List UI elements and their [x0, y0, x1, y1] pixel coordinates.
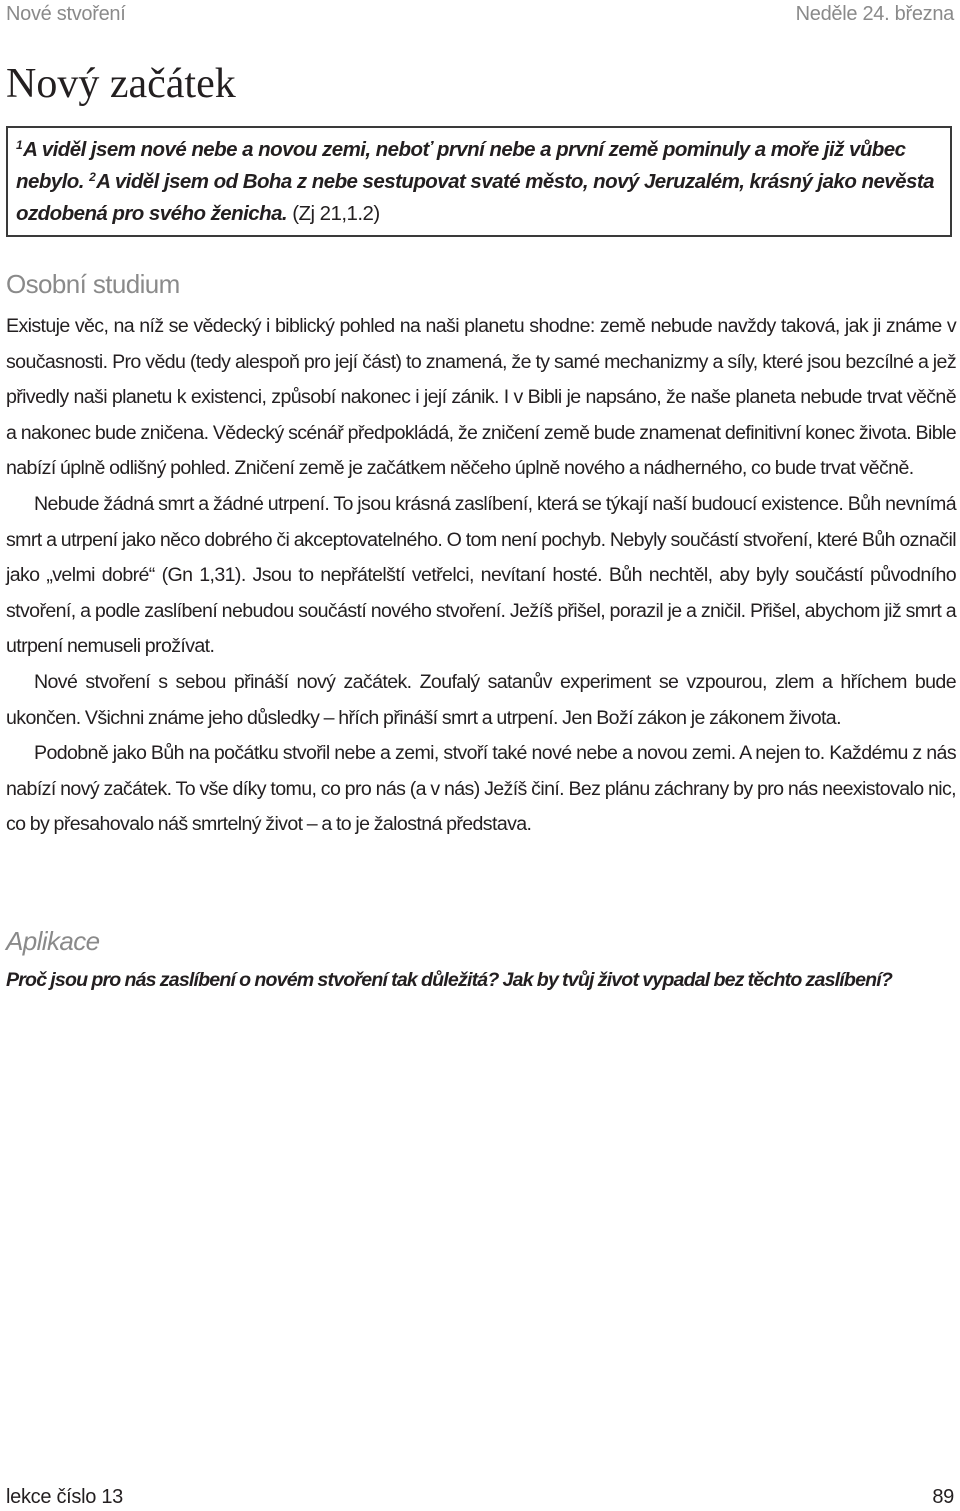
verse-number-1: 1 [16, 137, 23, 152]
section-heading-application: Aplikace [6, 926, 100, 956]
header-date: Neděle 24. března [795, 3, 954, 25]
verse-text-1: A viděl jsem nové nebe a novou zemi, neboť první nebe a první země pominuly a moře již vůbec nebylo. [16, 138, 906, 193]
verse-number-2: 2 [89, 169, 96, 184]
application-question: Proč jsou pro nás zaslíbení o novém stvoření tak důležitá? Jak by tvůj život vypadal bez těchto zaslíbení? [6, 969, 893, 991]
study-paragraph: Podobně jako Bůh na počátku stvořil nebe a zemi, stvoří také nové nebe a novou zemi. A nejen to. Každému z nás nabízí nový začátek. To vše díky tomu, co pro nás (a v nás) Ježíš činí. Bez plánu záchrany by pro nás neexistovalo nic, co by přesahovalo náš smrtelný život – a to je žalostná představa. [6, 742, 956, 836]
verse-reference: (Zj 21,1.2) [292, 202, 380, 225]
section-heading-personal-study: Osobní studium [6, 269, 180, 299]
running-header [6, 3, 954, 31]
study-paragraph: Nové stvoření s sebou přináší nový začátek. Zoufalý satanův experiment se vzpourou, zlem a hříchem bude ukončen. Všichni známe jeho důsledky – hřích přináší smrt a utrpení. Jen Boží zákon je zákonem života. [6, 670, 956, 729]
study-paragraph: Existuje věc, na níž se vědecký i biblický pohled na naši planetu shodne: země nebude navždy taková, jak ji známe v současnosti. Pro vědu (tedy alespoň pro její část) to znamená, že ty samé mechanizmy a síly, které jsou bezcílné a jež přivedly naši planetu k existenci, způsobí nakonec i její zánik. I v Bibli je napsáno, že naše planeta nebude trvat věčně a nakonec bude zničena. Vědecký scénář předpokládá, že zničení země bude znamenat definitivní konec života. Bible nabízí úplně odlišný pohled. Zničení země je začátkem něčeho úplně nového a nádherného, co bude trvat věčně. [6, 315, 956, 480]
page-title: Nový začátek [6, 61, 236, 107]
bible-verse-box [6, 126, 952, 237]
header-section-title: Nové stvoření [6, 3, 126, 25]
study-paragraph: Nebude žádná smrt a žádné utrpení. To jsou krásná zaslíbení, která se týkají naší budoucí existence. Bůh nevnímá smrt a utrpení jako něco dobrého či akceptovatelného. O tom není pochyb. Nebyly součástí stvoření, které Bůh označil jako „velmi dobré“ (Gn 1,31). Jsou to nepřátelští vetřelci, nevítaní hosté. Bůh nechtěl, aby byly součástí původního stvoření, a podle zaslíbení nebudou součástí nového stvoření. Ježíš přišel, porazil je a zničil. Přišel, abychom již smrt a utrpení nemuseli prožívat. [6, 492, 956, 658]
footer-lesson-number: lekce číslo 13 [6, 1486, 123, 1508]
study-body [6, 309, 956, 843]
footer-page-number: 89 [932, 1486, 954, 1508]
verse-text-2: A viděl jsem od Boha z nebe sestupovat svaté město, nový Jeruzalém, krásný jako nevěsta ozdobená pro svého ženicha. [16, 170, 934, 225]
